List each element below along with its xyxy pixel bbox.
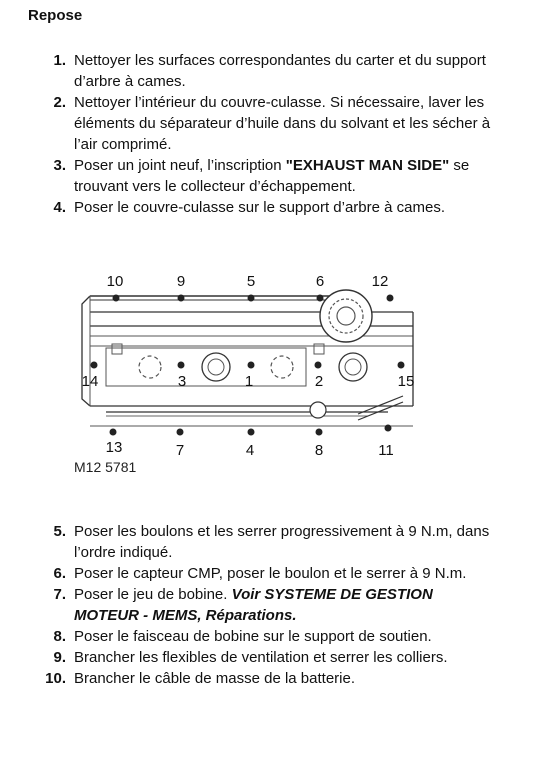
bolt-label: 13 — [105, 439, 123, 456]
step-text: Poser le capteur CMP, poser le boulon et le serrer à 9 N.m. — [74, 565, 467, 582]
list-item — [30, 197, 500, 218]
section-title: Repose — [28, 7, 83, 24]
step-text — [74, 584, 500, 626]
step-number: 7. — [53, 586, 66, 603]
list-item — [30, 668, 500, 689]
step-number: 8. — [53, 628, 66, 645]
step-text — [74, 155, 500, 197]
step-text-lead: Poser le jeu de bobine. — [74, 586, 232, 603]
steps-list-first — [30, 50, 500, 218]
list-item — [30, 584, 500, 626]
gasket-inscription: "EXHAUST MAN SIDE" — [285, 157, 450, 174]
bolt-label: 1 — [244, 373, 254, 390]
bolt-label: 14 — [81, 373, 99, 390]
bolt-label: 15 — [397, 373, 415, 390]
list-item — [30, 155, 500, 197]
cam-cover-drawing — [68, 264, 424, 486]
list-item — [30, 92, 500, 155]
step-text: Poser le faisceau de bobine sur le support de soutien. — [74, 628, 432, 645]
cross-reference: Voir SYSTEME DE GESTION MOTEUR - MEMS, Réparations. — [74, 586, 433, 624]
step-text: Nettoyer l’intérieur du couvre-culasse. Si nécessaire, laver les éléments du séparateur d’huile dans du solvant et les sécher à l’air comprimé. — [74, 94, 491, 153]
bolt-label: 7 — [175, 442, 185, 459]
list-item — [30, 563, 500, 584]
list-item — [30, 50, 500, 92]
bolt-label: 2 — [314, 373, 324, 390]
step-text-lead: Poser un joint neuf, l’inscription — [74, 157, 286, 174]
step-number: 10. — [45, 670, 66, 687]
step-number: 4. — [53, 199, 66, 216]
step-number: 6. — [53, 565, 66, 582]
list-item — [30, 521, 500, 563]
bolt-label: 6 — [315, 273, 325, 290]
step-number: 1. — [53, 52, 66, 69]
step-number: 9. — [53, 649, 66, 666]
step-text: Brancher le câble de masse de la batterie. — [74, 670, 355, 687]
bolt-label: 11 — [378, 442, 394, 459]
bolt-label: 9 — [176, 273, 186, 290]
step-text: Poser le couvre-culasse sur le support d’arbre à cames. — [74, 199, 446, 216]
list-item — [30, 626, 500, 647]
bolt-label: 12 — [371, 273, 389, 290]
bolt-label: 4 — [245, 442, 255, 459]
step-text: Poser les boulons et les serrer progressivement à 9 N.m, dans l’ordre indiqué. — [74, 523, 490, 561]
bolt-label: 3 — [177, 373, 187, 390]
figure-reference: M12 5781 — [74, 459, 137, 475]
step-text: Nettoyer les surfaces correspondantes du carter et du support d’arbre à cames. — [74, 52, 486, 90]
step-number: 3. — [53, 157, 66, 174]
step-text: Brancher les flexibles de ventilation et serrer les colliers. — [74, 649, 448, 666]
step-text-tail: se trouvant vers le collecteur d’échappement. — [74, 157, 470, 195]
bolt-sequence-diagram — [68, 264, 424, 486]
bolt-label: 10 — [106, 273, 124, 290]
list-item — [30, 647, 500, 668]
bolt-label: 8 — [314, 442, 324, 459]
steps-list-second — [30, 521, 500, 689]
step-number: 5. — [53, 523, 66, 540]
bolt-label: 5 — [246, 273, 256, 290]
step-number: 2. — [53, 94, 66, 111]
